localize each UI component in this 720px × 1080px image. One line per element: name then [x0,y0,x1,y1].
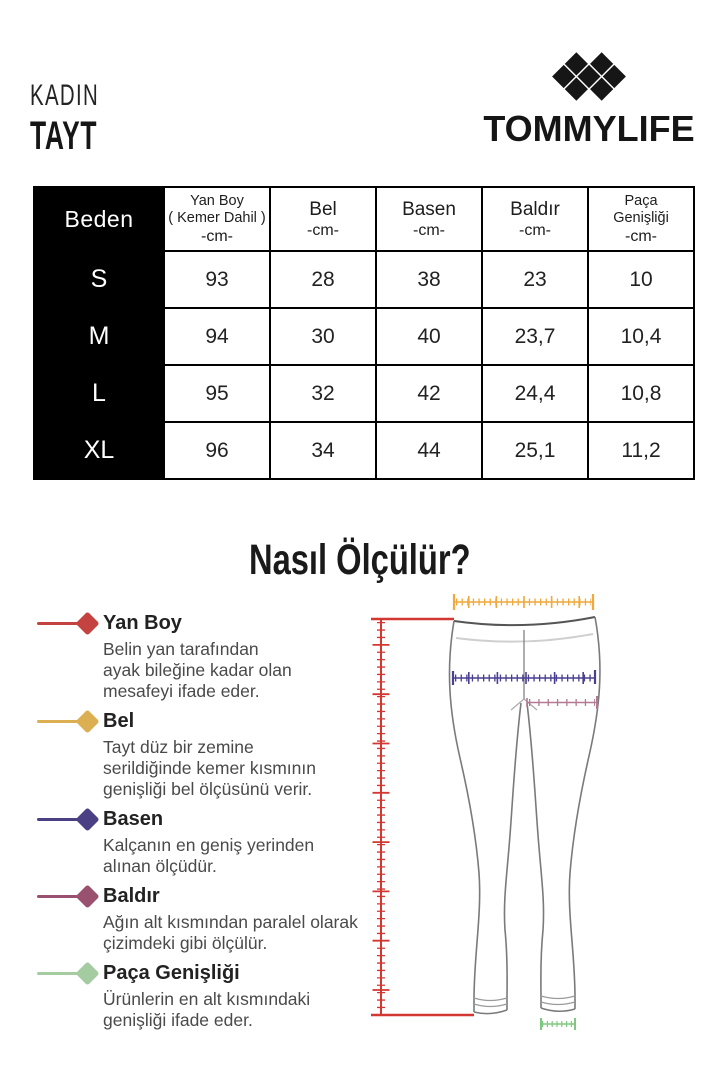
measure-item-baldir [35,884,380,954]
size-table [33,186,695,480]
basen-diamond-icon [35,807,101,831]
baldir-tape [527,696,597,709]
value-cell: 10 [588,251,694,308]
value-cell: 30 [270,308,376,365]
size-cell: M [34,308,164,365]
brand-diamonds-icon [550,50,628,103]
measure-label: Baldır [103,885,160,907]
value-cell: 23,7 [482,308,588,365]
col-header-baldir: Baldır -cm- [482,187,588,251]
col-header-beden: Beden [34,187,164,251]
size-row-m [34,308,694,365]
brand-name: TOMMYLIFE [483,108,695,149]
measure-description: Ürünlerin en alt kısmındaki genişliği ifade eder. [103,989,311,1030]
product-label: TAYT [30,114,98,158]
value-cell: 40 [376,308,482,365]
size-row-l [34,365,694,422]
value-cell: 23 [482,251,588,308]
measure-description: Kalçanın en geniş yerinden alınan ölçüdür. [103,835,315,876]
value-cell: 34 [270,422,376,479]
value-cell: 11,2 [588,422,694,479]
yan-boy-diamond-icon [35,611,101,635]
col-header-basen: Basen -cm- [376,187,482,251]
value-cell: 32 [270,365,376,422]
value-cell: 10,8 [588,365,694,422]
value-cell: 42 [376,365,482,422]
col-header-paca-genisligi: Paça Genişliği -cm- [588,187,694,251]
value-cell: 25,1 [482,422,588,479]
measure-item-basen [35,807,380,877]
category-label: KADIN [30,79,100,112]
measure-description: Ağın alt kısmından paralel olarak çizimdeki gibi ölçülür. [103,912,358,953]
size-row-s [34,251,694,308]
value-cell: 38 [376,251,482,308]
product-heading [30,80,132,157]
col-header-yan-boy: Yan Boy ( Kemer Dahil ) -cm- [164,187,270,251]
bel-tape [454,594,593,610]
size-cell: S [34,251,164,308]
measure-label: Yan Boy [103,612,182,634]
value-cell: 28 [270,251,376,308]
measure-item-yan-boy [35,611,380,702]
size-table-header-row [34,187,694,251]
measure-label: Paça Genişliği [103,962,240,984]
value-cell: 93 [164,251,270,308]
value-cell: 44 [376,422,482,479]
value-cell: 10,4 [588,308,694,365]
size-cell: L [34,365,164,422]
measure-item-paca-genisligi [35,961,380,1031]
measure-item-bel [35,709,380,800]
leggings-sketch [368,588,708,1068]
baldir-diamond-icon [35,884,101,908]
value-cell: 94 [164,308,270,365]
measure-label: Bel [103,710,135,732]
value-cell: 95 [164,365,270,422]
paca-genisligi-tape [541,1018,575,1030]
brand-logo [464,50,714,150]
value-cell: 24,4 [482,365,588,422]
measure-definitions [35,611,380,1038]
measure-description: Tayt düz bir zemine serildiğinde kemer kısmının genişliği bel ölçüsünü verir. [103,737,316,799]
col-header-bel: Bel -cm- [270,187,376,251]
size-row-xl [34,422,694,479]
size-cell: XL [34,422,164,479]
measure-description: Belin yan tarafından ayak bileğine kadar olan mesafeyi ifade eder. [103,639,292,701]
how-to-measure-title: Nasıl Ölçülür? [249,536,471,584]
measure-label: Basen [103,808,164,830]
bel-diamond-icon [35,709,101,733]
paca-genisligi-diamond-icon [35,961,101,985]
value-cell: 96 [164,422,270,479]
